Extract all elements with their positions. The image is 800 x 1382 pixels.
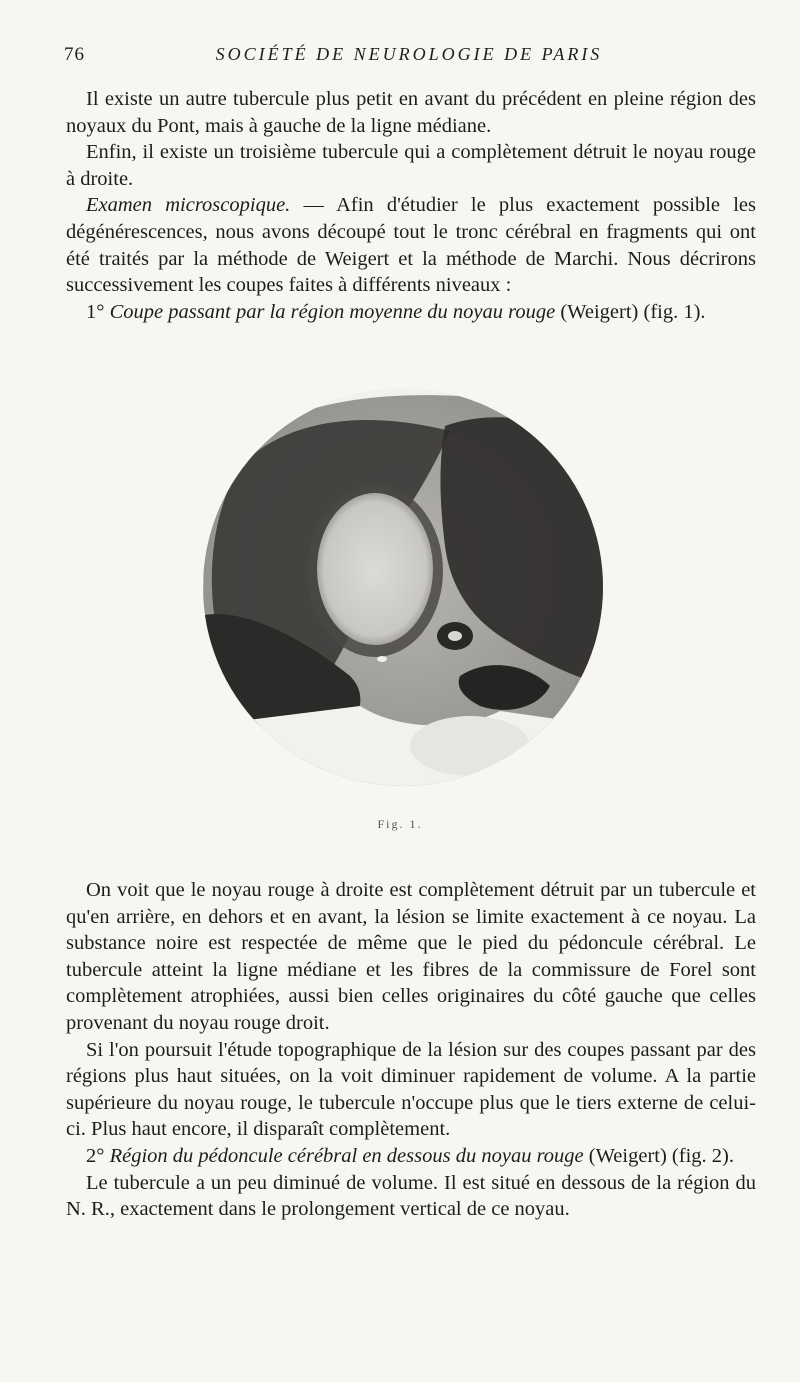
paragraph-text: — Afin d'étudier le plus exactement possible les dégénérescences, nous avons découpé tout le tronc cérébral en fragments qui ont été traités par la méthode de Weigert et la méthode de Marchi. Nous décrirons successivement les coupes faites à différents niveaux : [66,194,756,297]
section-heading: Région du pédoncule cérébral en dessous du noyau rouge [109,1144,584,1167]
paragraph [66,1037,756,1143]
figure-micrograph [200,386,606,788]
paragraph [66,1170,756,1223]
page-number: 76 [64,44,85,65]
brain-section-image [200,386,606,788]
paragraph [66,1143,756,1170]
paragraph-text: (Weigert) (fig. 1). [555,300,706,323]
figure-caption: Fig. 1. [377,817,423,831]
text-block-bottom [66,877,756,1223]
page-header [64,44,754,72]
paragraph-text: Le tubercule a un peu diminué de volume. Il est situé en dessous de la région du N. R., exactement dans le prolongement vertical de ce noyau. [66,1171,756,1221]
running-title: SOCIÉTÉ DE NEUROLOGIE DE PARIS [215,44,603,64]
paragraph-text: On voit que le noyau rouge à droite est complètement détruit par un tubercule et qu'en arrière, en dehors et en avant, la lésion se limite exactement à ce noyau. La substance noire est respectée de même que le pied du pédoncule cérébral. Le tubercule atteint la ligne médiane et les fibres de la commissure de Forel sont complètement atrophiées, aussi bien celles originaires du côté gauche que celles provenant du noyau rouge droit. [66,879,756,1034]
paragraph-text: Enfin, il existe un troisième tubercule qui a complètement détruit le noyau rouge à droite. [66,141,756,190]
section-heading: Coupe passant par la région moyenne du noyau rouge [109,300,556,323]
paragraph [66,299,756,326]
text-block-top [66,86,756,325]
section-number: 2° [86,1144,110,1167]
paragraph-text: Si l'on poursuit l'étude topographique de la lésion sur des coupes passant par des régions plus haut situées, on la voit diminuer rapidement de volume. A la partie supérieure du noyau rouge, le tubercule n'occupe plus que le tiers externe de celui-ci. Plus haut encore, il disparaît complètement. [66,1038,756,1141]
paragraph-text: Il existe un autre tubercule plus petit en avant du précédent en pleine région des noyaux du Pont, mais à gauche de la ligne médiane. [66,88,756,137]
paragraph-text: (Weigert) (fig. 2). [583,1144,734,1167]
paragraph [66,877,756,1037]
section-heading: Examen microscopique. [86,194,291,217]
paragraph [66,86,756,139]
paragraph [66,192,756,298]
section-number: 1° [86,300,110,323]
paragraph [66,139,756,192]
